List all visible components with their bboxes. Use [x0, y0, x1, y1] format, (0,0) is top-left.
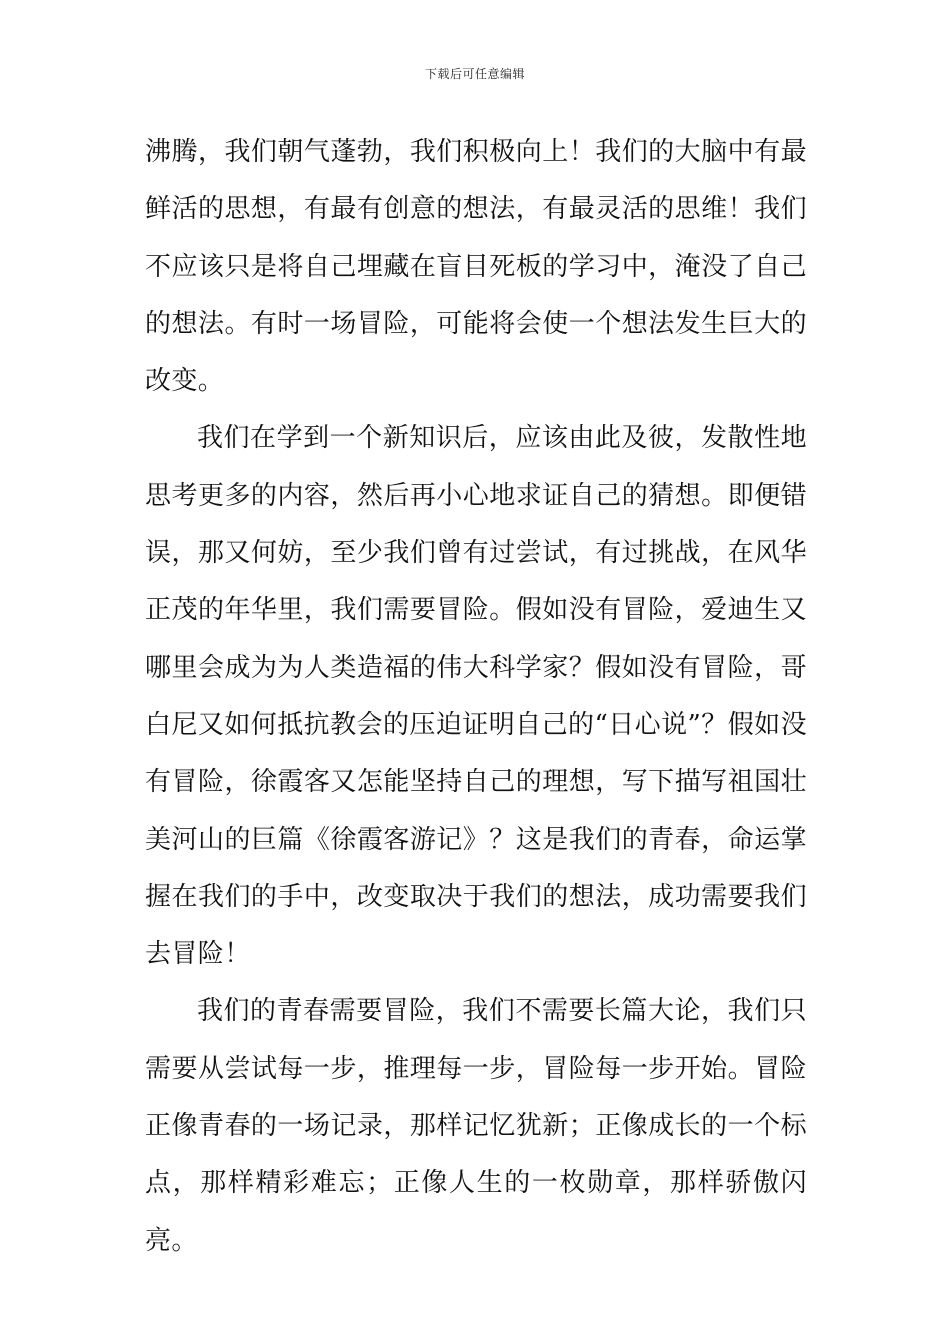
paragraph-3: 我们的青春需要冒险，我们不需要长篇大论，我们只需要从尝试每一步，推理每一步，冒险每一步开始。冒险正像青春的一场记录，那样记忆犹新；正像成长的一个标点，那样精彩难忘；正像人生的一枚勋章，那样骄傲闪亮。	[145, 996, 807, 1256]
document-body	[145, 124, 807, 1270]
page-header: 下载后可任意编辑	[424, 67, 525, 81]
paragraph-1: 沸腾，我们朝气蓬勃，我们积极向上！我们的大脑中有最鲜活的思想，有最有创意的想法，有最灵活的思维！我们不应该只是将自己埋藏在盲目死板的学习中，淹没了自己的想法。有时一场冒险，可能将会使一个想法发生巨大的改变。	[145, 137, 807, 397]
paragraph-2: 我们在学到一个新知识后，应该由此及彼，发散性地思考更多的内容，然后再小心地求证自己的猜想。即便错误，那又何妨，至少我们曾有过尝试，有过挑战，在风华正茂的年华里，我们需要冒险。假如没有冒险，爱迪生又哪里会成为为人类造福的伟大科学家？假如没有冒险，哥白尼又如何抵抗教会的压迫证明自己的“日心说”？假如没有冒险，徐霞客又怎能坚持自己的理想，写下描写祖国壮美河山的巨篇《徐霞客游记》？这是我们的青春，命运掌握在我们的手中，改变取决于我们的想法，成功需要我们去冒险！	[145, 423, 807, 970]
